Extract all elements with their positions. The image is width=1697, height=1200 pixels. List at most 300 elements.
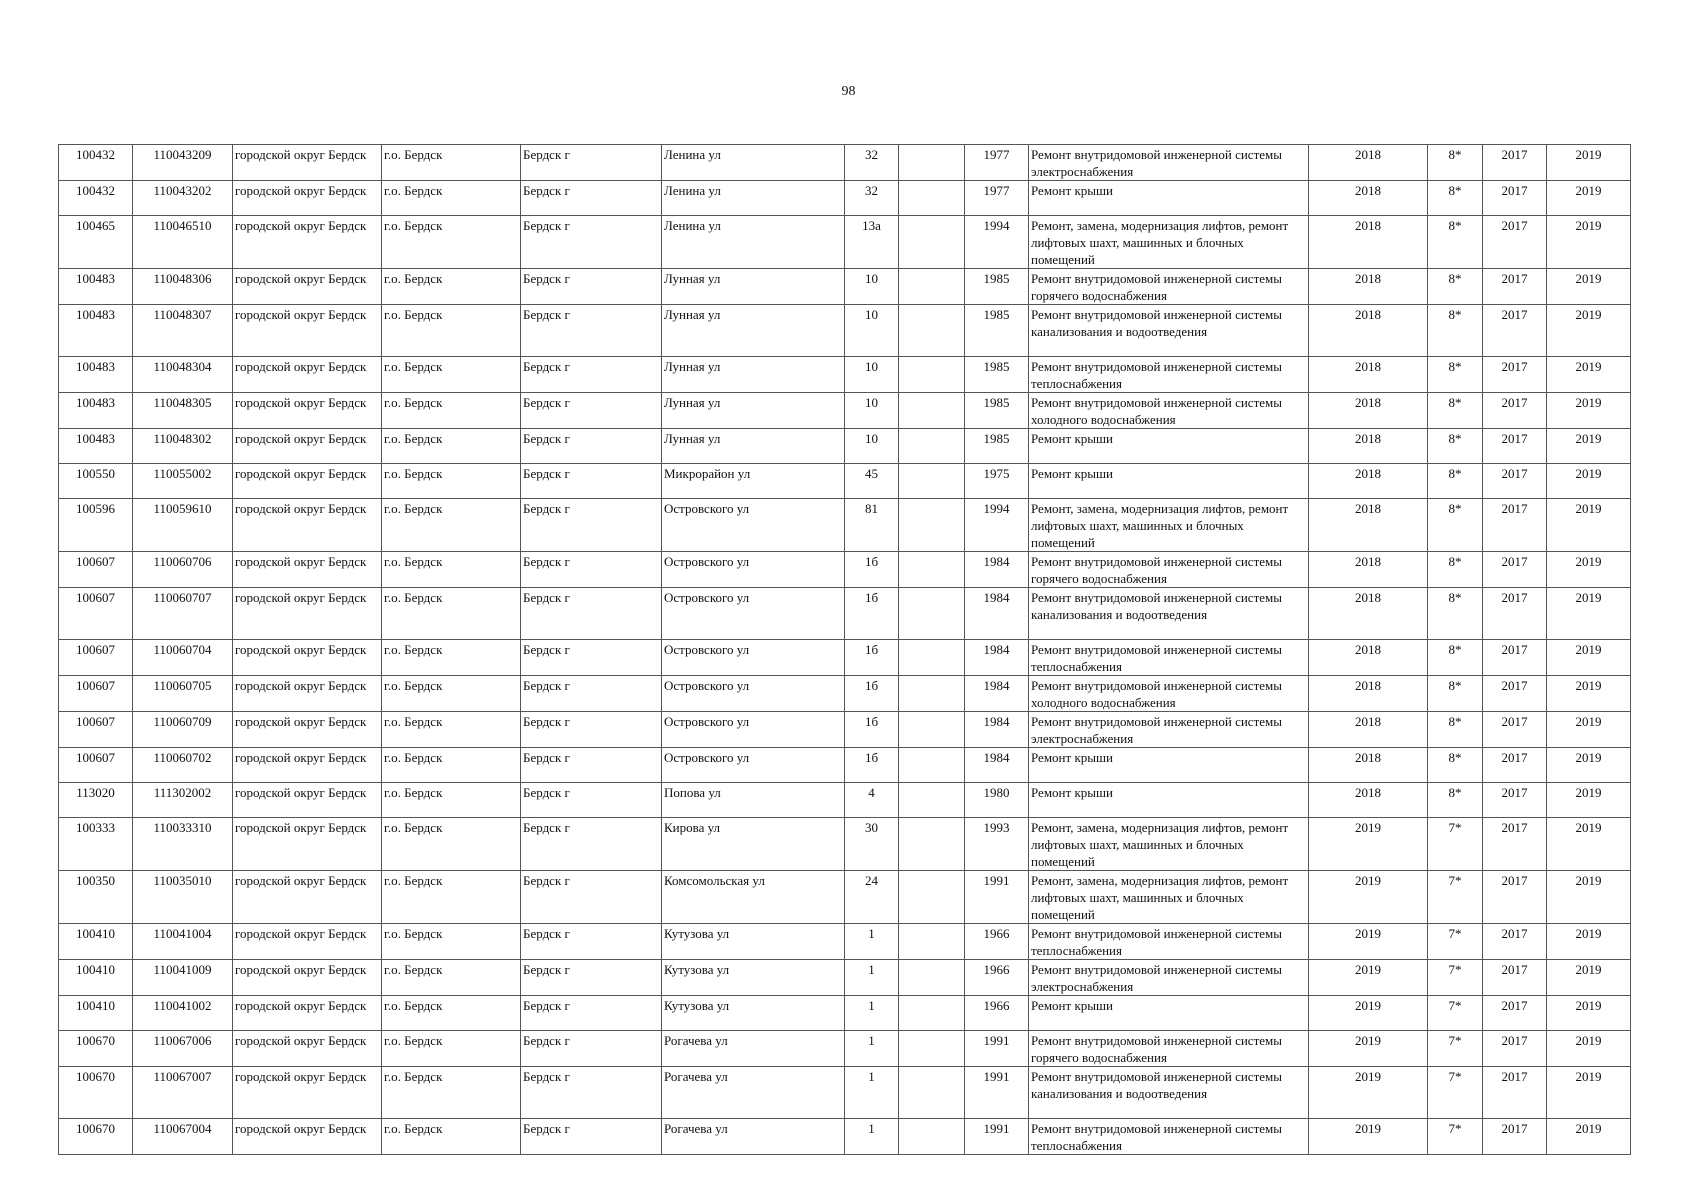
work-code-cell: 110041004 [133, 924, 233, 960]
record-id-cell: 100483 [59, 393, 133, 429]
locality-cell: Бердск г [521, 305, 662, 357]
period-end-cell: 2019 [1547, 996, 1631, 1031]
plan-year-cell: 2018 [1309, 305, 1428, 357]
period-start-cell: 2017 [1483, 640, 1547, 676]
street-cell: Островского ул [662, 499, 845, 552]
plan-year-cell: 2018 [1309, 269, 1428, 305]
district-cell: городской округ Бердск [233, 145, 382, 181]
district-cell: городской округ Бердск [233, 216, 382, 269]
building-cell [899, 269, 965, 305]
house-number-cell: 32 [845, 181, 899, 216]
period-start-cell: 2017 [1483, 818, 1547, 871]
work-type-cell: Ремонт внутридомовой инженерной системы электроснабжения [1029, 712, 1309, 748]
plan-year-cell: 2018 [1309, 499, 1428, 552]
table-row [59, 464, 1631, 499]
street-cell: Ленина ул [662, 181, 845, 216]
year-built-cell: 1985 [965, 269, 1029, 305]
district-cell: городской округ Бердск [233, 1119, 382, 1155]
table-row [59, 1031, 1631, 1067]
street-cell: Лунная ул [662, 269, 845, 305]
locality-cell: Бердск г [521, 429, 662, 464]
work-code-cell: 110067007 [133, 1067, 233, 1119]
locality-cell: Бердск г [521, 393, 662, 429]
district-cell: городской округ Бердск [233, 1031, 382, 1067]
work-type-cell: Ремонт внутридомовой инженерной системы теплоснабжения [1029, 924, 1309, 960]
work-type-cell: Ремонт внутридомовой инженерной системы электроснабжения [1029, 145, 1309, 181]
period-end-cell: 2019 [1547, 1119, 1631, 1155]
plan-year-cell: 2019 [1309, 1119, 1428, 1155]
building-cell [899, 181, 965, 216]
locality-cell: Бердск г [521, 712, 662, 748]
district-cell: городской округ Бердск [233, 640, 382, 676]
work-code-cell: 110060705 [133, 676, 233, 712]
district-cell: городской округ Бердск [233, 181, 382, 216]
house-number-cell: 1 [845, 924, 899, 960]
category-cell: 8* [1428, 216, 1483, 269]
locality-cell: Бердск г [521, 871, 662, 924]
table-row [59, 145, 1631, 181]
district-cell: городской округ Бердск [233, 960, 382, 996]
work-type-cell: Ремонт крыши [1029, 429, 1309, 464]
street-cell: Кутузова ул [662, 996, 845, 1031]
record-id-cell: 100607 [59, 588, 133, 640]
work-code-cell: 110060702 [133, 748, 233, 783]
page-number: 98 [841, 84, 856, 99]
year-built-cell: 1984 [965, 640, 1029, 676]
building-cell [899, 960, 965, 996]
record-id-cell: 100465 [59, 216, 133, 269]
period-end-cell: 2019 [1547, 924, 1631, 960]
house-number-cell: 1б [845, 552, 899, 588]
work-type-cell: Ремонт внутридомовой инженерной системы холодного водоснабжения [1029, 393, 1309, 429]
building-cell [899, 818, 965, 871]
category-cell: 8* [1428, 393, 1483, 429]
work-type-cell: Ремонт внутридомовой инженерной системы канализования и водоотведения [1029, 588, 1309, 640]
locality-cell: Бердск г [521, 216, 662, 269]
plan-year-cell: 2018 [1309, 712, 1428, 748]
municipality-cell: г.о. Бердск [382, 393, 521, 429]
house-number-cell: 1б [845, 748, 899, 783]
period-start-cell: 2017 [1483, 783, 1547, 818]
municipality-cell: г.о. Бердск [382, 871, 521, 924]
repair-schedule-table [58, 144, 1631, 1155]
year-built-cell: 1994 [965, 216, 1029, 269]
building-cell [899, 1031, 965, 1067]
period-end-cell: 2019 [1547, 552, 1631, 588]
house-number-cell: 24 [845, 871, 899, 924]
street-cell: Ленина ул [662, 145, 845, 181]
municipality-cell: г.о. Бердск [382, 1067, 521, 1119]
period-start-cell: 2017 [1483, 464, 1547, 499]
period-start-cell: 2017 [1483, 1031, 1547, 1067]
municipality-cell: г.о. Бердск [382, 676, 521, 712]
table-row [59, 393, 1631, 429]
year-built-cell: 1977 [965, 181, 1029, 216]
locality-cell: Бердск г [521, 1067, 662, 1119]
year-built-cell: 1985 [965, 305, 1029, 357]
period-end-cell: 2019 [1547, 216, 1631, 269]
record-id-cell: 100350 [59, 871, 133, 924]
district-cell: городской округ Бердск [233, 871, 382, 924]
locality-cell: Бердск г [521, 145, 662, 181]
municipality-cell: г.о. Бердск [382, 499, 521, 552]
record-id-cell: 100607 [59, 640, 133, 676]
plan-year-cell: 2018 [1309, 181, 1428, 216]
plan-year-cell: 2018 [1309, 145, 1428, 181]
category-cell: 8* [1428, 357, 1483, 393]
municipality-cell: г.о. Бердск [382, 464, 521, 499]
house-number-cell: 30 [845, 818, 899, 871]
locality-cell: Бердск г [521, 464, 662, 499]
category-cell: 8* [1428, 783, 1483, 818]
plan-year-cell: 2019 [1309, 960, 1428, 996]
work-type-cell: Ремонт, замена, модернизация лифтов, ремонт лифтовых шахт, машинных и блочных помещений [1029, 818, 1309, 871]
year-built-cell: 1985 [965, 393, 1029, 429]
table-row [59, 305, 1631, 357]
building-cell [899, 1119, 965, 1155]
work-code-cell: 110041002 [133, 996, 233, 1031]
district-cell: городской округ Бердск [233, 429, 382, 464]
year-built-cell: 1991 [965, 1031, 1029, 1067]
period-start-cell: 2017 [1483, 996, 1547, 1031]
building-cell [899, 1067, 965, 1119]
year-built-cell: 1966 [965, 996, 1029, 1031]
year-built-cell: 1975 [965, 464, 1029, 499]
work-code-cell: 110048302 [133, 429, 233, 464]
period-start-cell: 2017 [1483, 393, 1547, 429]
work-code-cell: 110055002 [133, 464, 233, 499]
period-end-cell: 2019 [1547, 305, 1631, 357]
category-cell: 8* [1428, 305, 1483, 357]
year-built-cell: 1993 [965, 818, 1029, 871]
locality-cell: Бердск г [521, 640, 662, 676]
house-number-cell: 13а [845, 216, 899, 269]
building-cell [899, 216, 965, 269]
building-cell [899, 357, 965, 393]
street-cell: Рогачева ул [662, 1031, 845, 1067]
year-built-cell: 1984 [965, 676, 1029, 712]
street-cell: Лунная ул [662, 305, 845, 357]
house-number-cell: 45 [845, 464, 899, 499]
work-code-cell: 111302002 [133, 783, 233, 818]
work-type-cell: Ремонт крыши [1029, 996, 1309, 1031]
table-row [59, 429, 1631, 464]
table-row [59, 357, 1631, 393]
year-built-cell: 1966 [965, 924, 1029, 960]
table-row [59, 181, 1631, 216]
record-id-cell: 100483 [59, 429, 133, 464]
street-cell: Рогачева ул [662, 1067, 845, 1119]
record-id-cell: 100483 [59, 269, 133, 305]
category-cell: 7* [1428, 960, 1483, 996]
record-id-cell: 100333 [59, 818, 133, 871]
table-row [59, 1119, 1631, 1155]
district-cell: городской округ Бердск [233, 924, 382, 960]
building-cell [899, 393, 965, 429]
category-cell: 8* [1428, 429, 1483, 464]
year-built-cell: 1984 [965, 748, 1029, 783]
district-cell: городской округ Бердск [233, 783, 382, 818]
record-id-cell: 100410 [59, 924, 133, 960]
street-cell: Островского ул [662, 588, 845, 640]
house-number-cell: 1б [845, 588, 899, 640]
table-row [59, 588, 1631, 640]
municipality-cell: г.о. Бердск [382, 305, 521, 357]
year-built-cell: 1991 [965, 871, 1029, 924]
work-type-cell: Ремонт внутридомовой инженерной системы канализования и водоотведения [1029, 305, 1309, 357]
period-start-cell: 2017 [1483, 181, 1547, 216]
plan-year-cell: 2018 [1309, 216, 1428, 269]
record-id-cell: 100670 [59, 1067, 133, 1119]
locality-cell: Бердск г [521, 269, 662, 305]
work-type-cell: Ремонт внутридомовой инженерной системы теплоснабжения [1029, 1119, 1309, 1155]
category-cell: 8* [1428, 269, 1483, 305]
house-number-cell: 32 [845, 145, 899, 181]
municipality-cell: г.о. Бердск [382, 924, 521, 960]
record-id-cell: 100432 [59, 181, 133, 216]
municipality-cell: г.о. Бердск [382, 145, 521, 181]
municipality-cell: г.о. Бердск [382, 357, 521, 393]
table-row [59, 996, 1631, 1031]
table-row [59, 1067, 1631, 1119]
period-end-cell: 2019 [1547, 269, 1631, 305]
municipality-cell: г.о. Бердск [382, 1031, 521, 1067]
year-built-cell: 1984 [965, 588, 1029, 640]
period-end-cell: 2019 [1547, 783, 1631, 818]
work-code-cell: 110060706 [133, 552, 233, 588]
building-cell [899, 712, 965, 748]
locality-cell: Бердск г [521, 1119, 662, 1155]
municipality-cell: г.о. Бердск [382, 960, 521, 996]
category-cell: 7* [1428, 1067, 1483, 1119]
period-start-cell: 2017 [1483, 924, 1547, 960]
period-end-cell: 2019 [1547, 145, 1631, 181]
period-end-cell: 2019 [1547, 181, 1631, 216]
plan-year-cell: 2019 [1309, 1031, 1428, 1067]
category-cell: 7* [1428, 1119, 1483, 1155]
locality-cell: Бердск г [521, 499, 662, 552]
year-built-cell: 1985 [965, 357, 1029, 393]
district-cell: городской округ Бердск [233, 588, 382, 640]
table-body [59, 145, 1631, 1155]
house-number-cell: 81 [845, 499, 899, 552]
table-row [59, 269, 1631, 305]
work-type-cell: Ремонт внутридомовой инженерной системы теплоснабжения [1029, 640, 1309, 676]
municipality-cell: г.о. Бердск [382, 181, 521, 216]
category-cell: 8* [1428, 712, 1483, 748]
table-row [59, 216, 1631, 269]
period-end-cell: 2019 [1547, 429, 1631, 464]
record-id-cell: 100432 [59, 145, 133, 181]
work-type-cell: Ремонт крыши [1029, 181, 1309, 216]
work-code-cell: 110048304 [133, 357, 233, 393]
house-number-cell: 1 [845, 960, 899, 996]
year-built-cell: 1984 [965, 552, 1029, 588]
work-code-cell: 110060704 [133, 640, 233, 676]
plan-year-cell: 2018 [1309, 393, 1428, 429]
building-cell [899, 588, 965, 640]
street-cell: Островского ул [662, 552, 845, 588]
house-number-cell: 1б [845, 712, 899, 748]
house-number-cell: 1 [845, 1119, 899, 1155]
district-cell: городской округ Бердск [233, 464, 382, 499]
period-start-cell: 2017 [1483, 871, 1547, 924]
period-end-cell: 2019 [1547, 748, 1631, 783]
period-start-cell: 2017 [1483, 1119, 1547, 1155]
period-start-cell: 2017 [1483, 960, 1547, 996]
house-number-cell: 10 [845, 393, 899, 429]
record-id-cell: 100550 [59, 464, 133, 499]
district-cell: городской округ Бердск [233, 499, 382, 552]
municipality-cell: г.о. Бердск [382, 552, 521, 588]
street-cell: Островского ул [662, 748, 845, 783]
street-cell: Комсомольская ул [662, 871, 845, 924]
street-cell: Лунная ул [662, 393, 845, 429]
work-type-cell: Ремонт, замена, модернизация лифтов, ремонт лифтовых шахт, машинных и блочных помещений [1029, 216, 1309, 269]
building-cell [899, 996, 965, 1031]
record-id-cell: 100483 [59, 357, 133, 393]
category-cell: 8* [1428, 552, 1483, 588]
plan-year-cell: 2018 [1309, 429, 1428, 464]
work-type-cell: Ремонт внутридомовой инженерной системы горячего водоснабжения [1029, 552, 1309, 588]
locality-cell: Бердск г [521, 924, 662, 960]
record-id-cell: 113020 [59, 783, 133, 818]
record-id-cell: 100596 [59, 499, 133, 552]
work-code-cell: 110060709 [133, 712, 233, 748]
work-type-cell: Ремонт внутридомовой инженерной системы электроснабжения [1029, 960, 1309, 996]
building-cell [899, 783, 965, 818]
period-end-cell: 2019 [1547, 960, 1631, 996]
street-cell: Лунная ул [662, 357, 845, 393]
house-number-cell: 10 [845, 305, 899, 357]
record-id-cell: 100607 [59, 712, 133, 748]
period-start-cell: 2017 [1483, 429, 1547, 464]
district-cell: городской округ Бердск [233, 1067, 382, 1119]
table-row [59, 924, 1631, 960]
plan-year-cell: 2018 [1309, 357, 1428, 393]
street-cell: Кутузова ул [662, 960, 845, 996]
category-cell: 8* [1428, 499, 1483, 552]
category-cell: 8* [1428, 676, 1483, 712]
municipality-cell: г.о. Бердск [382, 429, 521, 464]
municipality-cell: г.о. Бердск [382, 588, 521, 640]
record-id-cell: 100607 [59, 748, 133, 783]
record-id-cell: 100670 [59, 1031, 133, 1067]
district-cell: городской округ Бердск [233, 748, 382, 783]
category-cell: 7* [1428, 996, 1483, 1031]
period-start-cell: 2017 [1483, 748, 1547, 783]
work-code-cell: 110043209 [133, 145, 233, 181]
record-id-cell: 100607 [59, 676, 133, 712]
category-cell: 8* [1428, 181, 1483, 216]
period-end-cell: 2019 [1547, 818, 1631, 871]
district-cell: городской округ Бердск [233, 996, 382, 1031]
work-code-cell: 110048307 [133, 305, 233, 357]
locality-cell: Бердск г [521, 996, 662, 1031]
locality-cell: Бердск г [521, 181, 662, 216]
building-cell [899, 305, 965, 357]
work-code-cell: 110041009 [133, 960, 233, 996]
locality-cell: Бердск г [521, 676, 662, 712]
street-cell: Микрорайон ул [662, 464, 845, 499]
locality-cell: Бердск г [521, 357, 662, 393]
work-type-cell: Ремонт внутридомовой инженерной системы горячего водоснабжения [1029, 269, 1309, 305]
locality-cell: Бердск г [521, 960, 662, 996]
record-id-cell: 100483 [59, 305, 133, 357]
period-start-cell: 2017 [1483, 145, 1547, 181]
district-cell: городской округ Бердск [233, 552, 382, 588]
year-built-cell: 1985 [965, 429, 1029, 464]
category-cell: 8* [1428, 464, 1483, 499]
plan-year-cell: 2018 [1309, 552, 1428, 588]
municipality-cell: г.о. Бердск [382, 996, 521, 1031]
district-cell: городской округ Бердск [233, 393, 382, 429]
street-cell: Лунная ул [662, 429, 845, 464]
record-id-cell: 100670 [59, 1119, 133, 1155]
municipality-cell: г.о. Бердск [382, 216, 521, 269]
category-cell: 7* [1428, 924, 1483, 960]
municipality-cell: г.о. Бердск [382, 1119, 521, 1155]
period-start-cell: 2017 [1483, 1067, 1547, 1119]
period-end-cell: 2019 [1547, 464, 1631, 499]
work-type-cell: Ремонт крыши [1029, 748, 1309, 783]
period-start-cell: 2017 [1483, 588, 1547, 640]
table-row [59, 640, 1631, 676]
period-end-cell: 2019 [1547, 676, 1631, 712]
work-type-cell: Ремонт, замена, модернизация лифтов, ремонт лифтовых шахт, машинных и блочных помещений [1029, 871, 1309, 924]
district-cell: городской округ Бердск [233, 269, 382, 305]
category-cell: 7* [1428, 1031, 1483, 1067]
municipality-cell: г.о. Бердск [382, 818, 521, 871]
building-cell [899, 429, 965, 464]
municipality-cell: г.о. Бердск [382, 712, 521, 748]
district-cell: городской округ Бердск [233, 818, 382, 871]
street-cell: Кирова ул [662, 818, 845, 871]
house-number-cell: 1 [845, 1067, 899, 1119]
year-built-cell: 1991 [965, 1067, 1029, 1119]
house-number-cell: 1 [845, 996, 899, 1031]
table-row [59, 499, 1631, 552]
plan-year-cell: 2018 [1309, 588, 1428, 640]
record-id-cell: 100410 [59, 960, 133, 996]
plan-year-cell: 2019 [1309, 924, 1428, 960]
table-row [59, 676, 1631, 712]
work-code-cell: 110048306 [133, 269, 233, 305]
plan-year-cell: 2018 [1309, 676, 1428, 712]
street-cell: Островского ул [662, 676, 845, 712]
period-end-cell: 2019 [1547, 499, 1631, 552]
period-start-cell: 2017 [1483, 676, 1547, 712]
house-number-cell: 1 [845, 1031, 899, 1067]
period-start-cell: 2017 [1483, 499, 1547, 552]
year-built-cell: 1977 [965, 145, 1029, 181]
street-cell: Попова ул [662, 783, 845, 818]
work-code-cell: 110048305 [133, 393, 233, 429]
building-cell [899, 499, 965, 552]
street-cell: Рогачева ул [662, 1119, 845, 1155]
plan-year-cell: 2019 [1309, 818, 1428, 871]
category-cell: 7* [1428, 871, 1483, 924]
building-cell [899, 924, 965, 960]
locality-cell: Бердск г [521, 748, 662, 783]
street-cell: Островского ул [662, 640, 845, 676]
plan-year-cell: 2018 [1309, 640, 1428, 676]
building-cell [899, 640, 965, 676]
table-row [59, 871, 1631, 924]
work-code-cell: 110033310 [133, 818, 233, 871]
plan-year-cell: 2018 [1309, 748, 1428, 783]
plan-year-cell: 2019 [1309, 1067, 1428, 1119]
